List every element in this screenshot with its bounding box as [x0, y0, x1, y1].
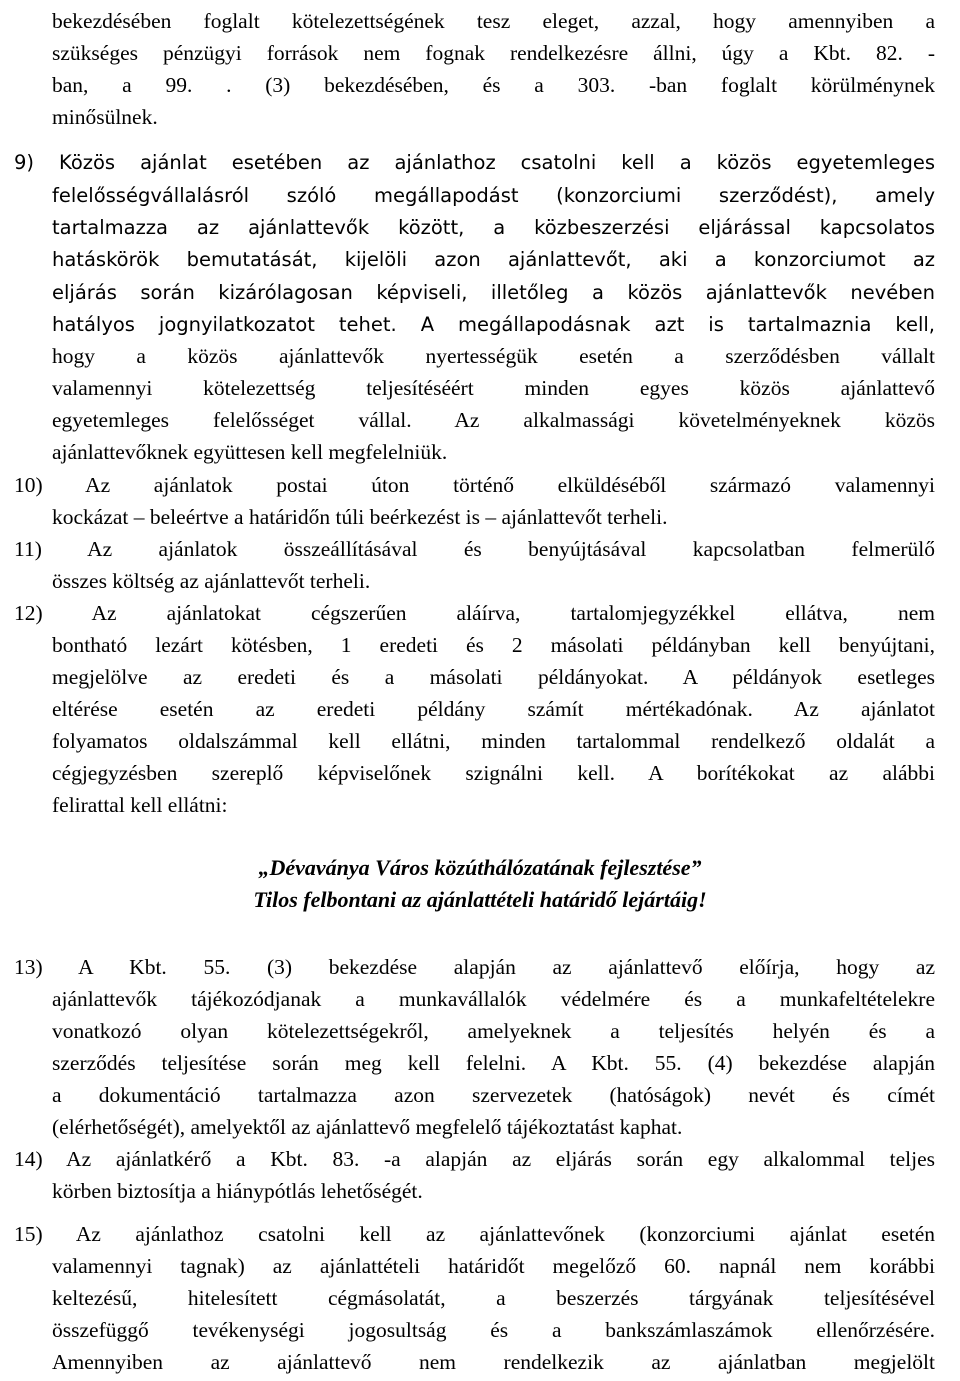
- item-15-first-line: 15) Az ajánlathoz csatolni kell az ajánlattevőnek (konzorciumi ajánlat esetén: [14, 1222, 935, 1246]
- text-line: egyetemleges felelősséget vállal. Az alkalmassági követelményeknek közös: [52, 408, 935, 432]
- text-line: (elérhetőségét), amelyektől az ajánlattevő megfelelő tájékoztatást kaphat.: [52, 1115, 683, 1139]
- text-line: hatályos jognyilatkozatot tehet. A megállapodásnak azt is tartalmaznia kell,: [52, 313, 935, 336]
- text-line: Amennyiben az ajánlattevő nem rendelkezik az ajánlatban megjelölt: [52, 1350, 935, 1374]
- text-line: hatáskörök bemutatását, kijelöli azon ajánlattevőt, aki a konzorciumot az: [52, 248, 935, 271]
- text-line: körben biztosítja a hiánypótlás lehetőségét.: [52, 1179, 423, 1203]
- item-10-first-line: 10) Az ajánlatok postai úton történő elküldéséből származó valamennyi: [14, 473, 935, 497]
- text-line: eltérése esetén az eredeti példány számít mértékadónak. Az ajánlatot: [52, 697, 935, 721]
- text-line: megjelölve az eredeti és a másolati példányokat. A példányok esetleges: [52, 665, 935, 689]
- text-line: eljárás során kizárólagosan képviseli, illetőleg a közös ajánlattevők nevében: [52, 281, 935, 304]
- text-line: valamennyi tagnak) az ajánlattételi határidőt megelőző 60. napnál nem korábbi: [52, 1254, 935, 1278]
- item-13-first-line: 13) A Kbt. 55. (3) bekezdése alapján az ajánlattevő előírja, hogy az: [14, 955, 935, 979]
- text-line: vonatkozó olyan kötelezettségekről, amelyeknek a teljesítés helyén és a: [52, 1019, 935, 1043]
- envelope-title: „Dévaványa Város közúthálózatának fejlesztése”: [258, 855, 702, 880]
- text-line: felirattal kell ellátni:: [52, 793, 228, 817]
- text-line: ajánlattevőknek együttesen kell megfelelniük.: [52, 440, 448, 464]
- text-line: felelősségvállalásról szóló megállapodást (konzorciumi szerződést), amely: [52, 184, 935, 207]
- envelope-warning: Tilos felbontani az ajánlattételi határidő lejártáig!: [253, 887, 707, 912]
- text-line: ban, a 99. . (3) bekezdésében, és a 303. -ban foglalt körülménynek: [52, 73, 935, 97]
- text-line: kockázat – beleértve a határidőn túli beérkezést is – ajánlattevőt terheli.: [52, 505, 668, 529]
- text-line: keltezésű, hitelesített cégmásolatát, a beszerzés tárgyának teljesítésével: [52, 1286, 935, 1310]
- text-line: cégjegyzésben szereplő képviselőnek szignálni kell. A borítékokat az alábbi: [52, 761, 935, 785]
- item-12-first-line: 12) Az ajánlatokat cégszerűen aláírva, tartalomjegyzékkel ellátva, nem: [14, 601, 935, 625]
- text-line: valamennyi kötelezettség teljesítéséért minden egyes közös ajánlattevő: [52, 376, 935, 400]
- text-line: ajánlattevők tájékozódjanak a munkavállalók védelmére és a munkafeltételekre: [52, 987, 935, 1011]
- text-line: minősülnek.: [52, 105, 158, 129]
- text-line: hogy a közös ajánlattevők nyertességük esetén a szerződésben vállalt: [52, 344, 935, 368]
- text-line: szükséges pénzügyi források nem fognak rendelkezésre állni, úgy a Kbt. 82. -: [52, 41, 935, 65]
- text-line: összes költség az ajánlattevőt terheli.: [52, 569, 371, 593]
- text-line: összefüggő tevékenységi jogosultság és a bankszámlaszámok ellenőrzésére.: [52, 1318, 935, 1342]
- text-line: tartalmazza az ajánlattevők között, a közbeszerzési eljárással kapcsolatos: [52, 216, 935, 239]
- item-9-first-line: 9) Közös ajánlat esetében az ajánlathoz csatolni kell a közös egyetemleges: [14, 151, 935, 174]
- item-14-first-line: 14) Az ajánlatkérő a Kbt. 83. -a alapján az eljárás során egy alkalommal teljes: [14, 1147, 935, 1171]
- text-line: folyamatos oldalszámmal kell ellátni, minden tartalommal rendelkező oldalát a: [52, 729, 935, 753]
- text-line: a dokumentáció tartalmazza azon szervezetek (hatóságok) nevét és címét: [52, 1083, 935, 1107]
- item-11-first-line: 11) Az ajánlatok összeállításával és benyújtásával kapcsolatban felmerülő: [14, 537, 935, 561]
- text-line: bontható lezárt kötésben, 1 eredeti és 2 másolati példányban kell benyújtani,: [52, 633, 935, 657]
- text-line: bekezdésében foglalt kötelezettségének tesz eleget, azzal, hogy amennyiben a: [52, 9, 935, 33]
- text-line: szerződés teljesítése során meg kell felelni. A Kbt. 55. (4) bekezdése alapján: [52, 1051, 935, 1075]
